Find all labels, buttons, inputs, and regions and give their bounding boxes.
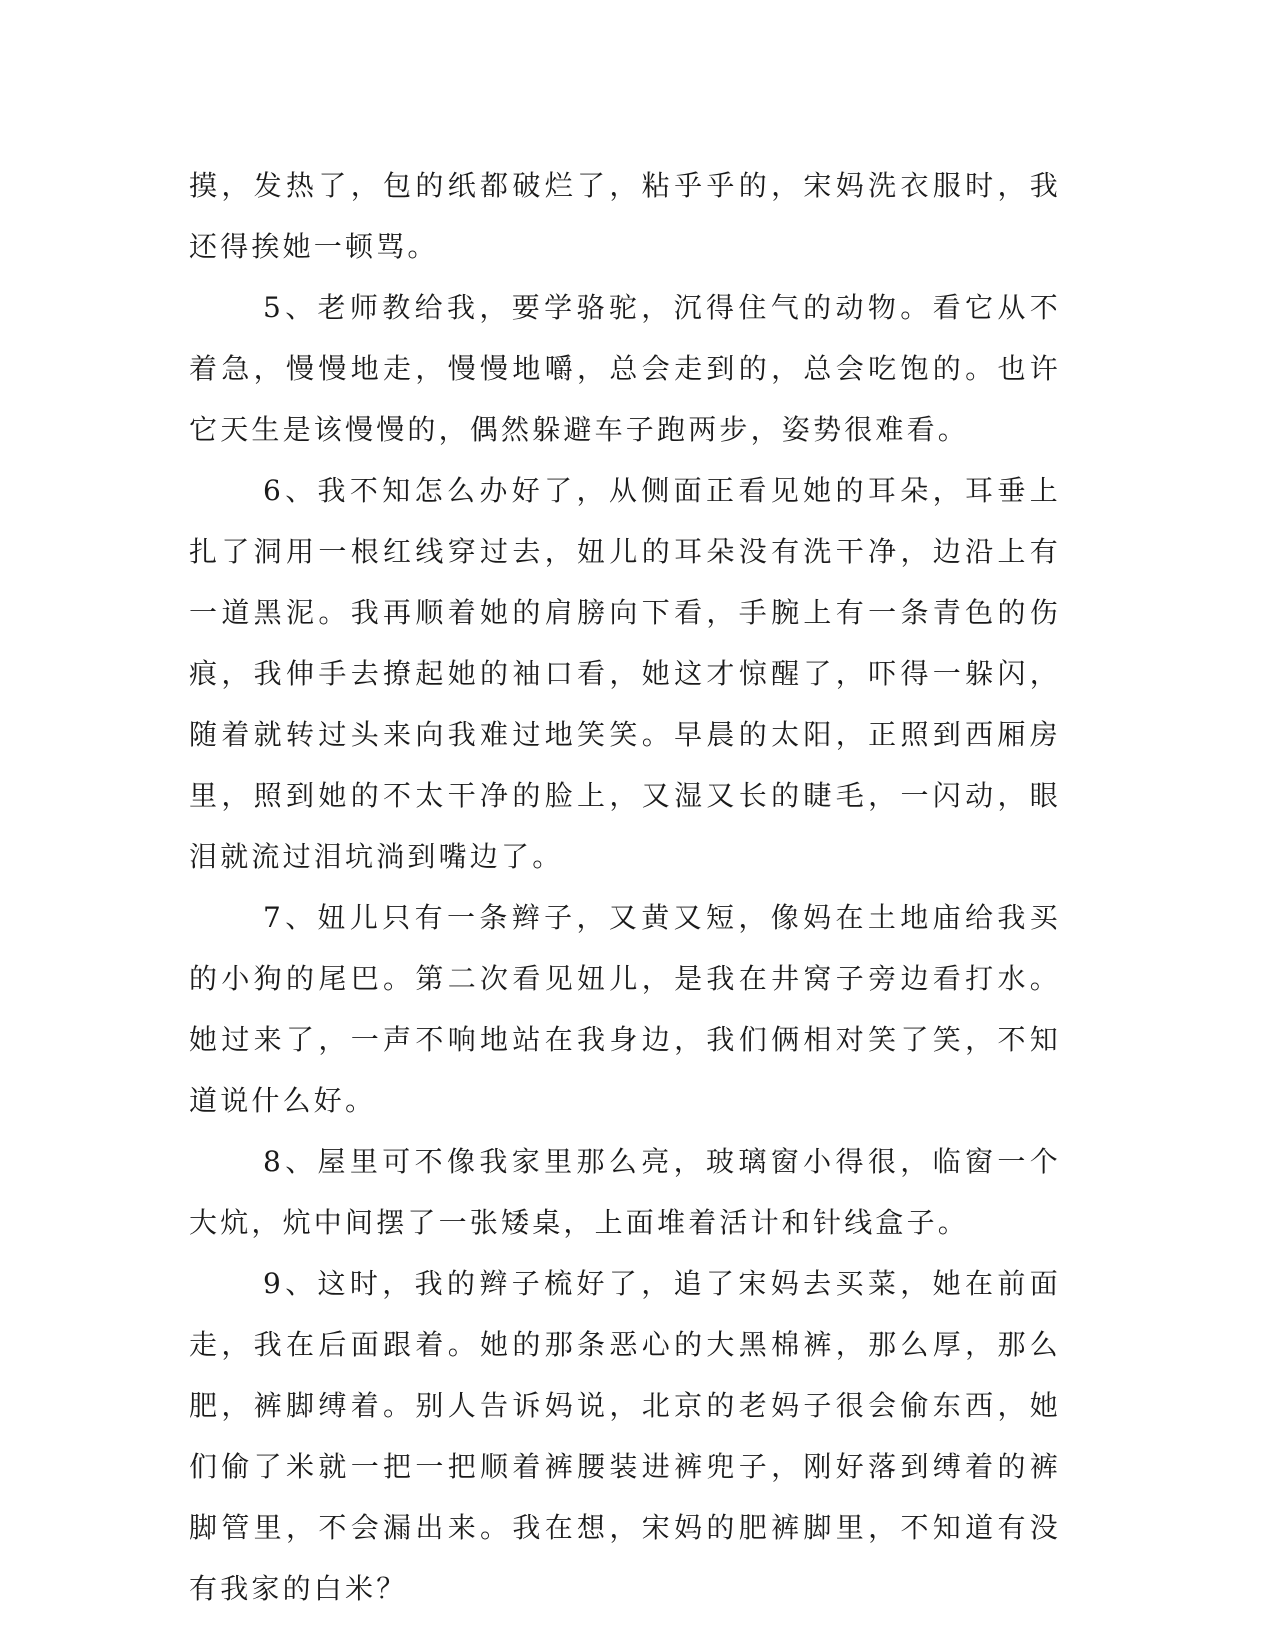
paragraph-6: 6、我不知怎么办好了，从侧面正看见她的耳朵，耳垂上扎了洞用一根红线穿过去，妞儿的耳朵没有洗干净，边沿上有一道黑泥。我再顺着她的肩膀向下看，手腕上有一条青色的伤痕，我伸手去撩起她的袖口看，她这才惊醒了，吓得一躲闪，随着就转过头来向我难过地笑笑。早晨的太阳，正照到西厢房里，照到她的不太干净的脸上，又湿又长的睫毛，一闪动，眼泪就流过泪坑淌到嘴边了。 — [189, 474, 1061, 873]
paragraph-5: 5、老师教给我，要学骆驼，沉得住气的动物。看它从不着急，慢慢地走，慢慢地嚼，总会走到的，总会吃饱的。也许它天生是该慢慢的，偶然躲避车子跑两步，姿势很难看。 — [189, 291, 1061, 446]
paragraph-9: 9、这时，我的辫子梳好了，追了宋妈去买菜，她在前面走，我在后面跟着。她的那条恶心的大黑棉裤，那么厚，那么肥，裤脚缚着。别人告诉妈说，北京的老妈子很会偷东西，她们偷了米就一把一把顺着裤腰装进裤兜子，刚好落到缚着的裤脚管里，不会漏出来。我在想，宋妈的肥裤脚里，不知道有没有我家的白米？ — [189, 1267, 1061, 1605]
paragraph-continuation: 摸，发热了，包的纸都破烂了，粘乎乎的，宋妈洗衣服时，我还得挨她一顿骂。 — [189, 169, 1061, 263]
paragraph-8: 8、屋里可不像我家里那么亮，玻璃窗小得很，临窗一个大炕，炕中间摆了一张矮桌，上面堆着活计和针线盒子。 — [189, 1145, 1061, 1239]
document-body — [189, 155, 1061, 1619]
paragraph-7: 7、妞儿只有一条辫子，又黄又短，像妈在土地庙给我买的小狗的尾巴。第二次看见妞儿，是我在井窝子旁边看打水。她过来了，一声不响地站在我身边，我们俩相对笑了笑，不知道说什么好。 — [189, 901, 1061, 1117]
